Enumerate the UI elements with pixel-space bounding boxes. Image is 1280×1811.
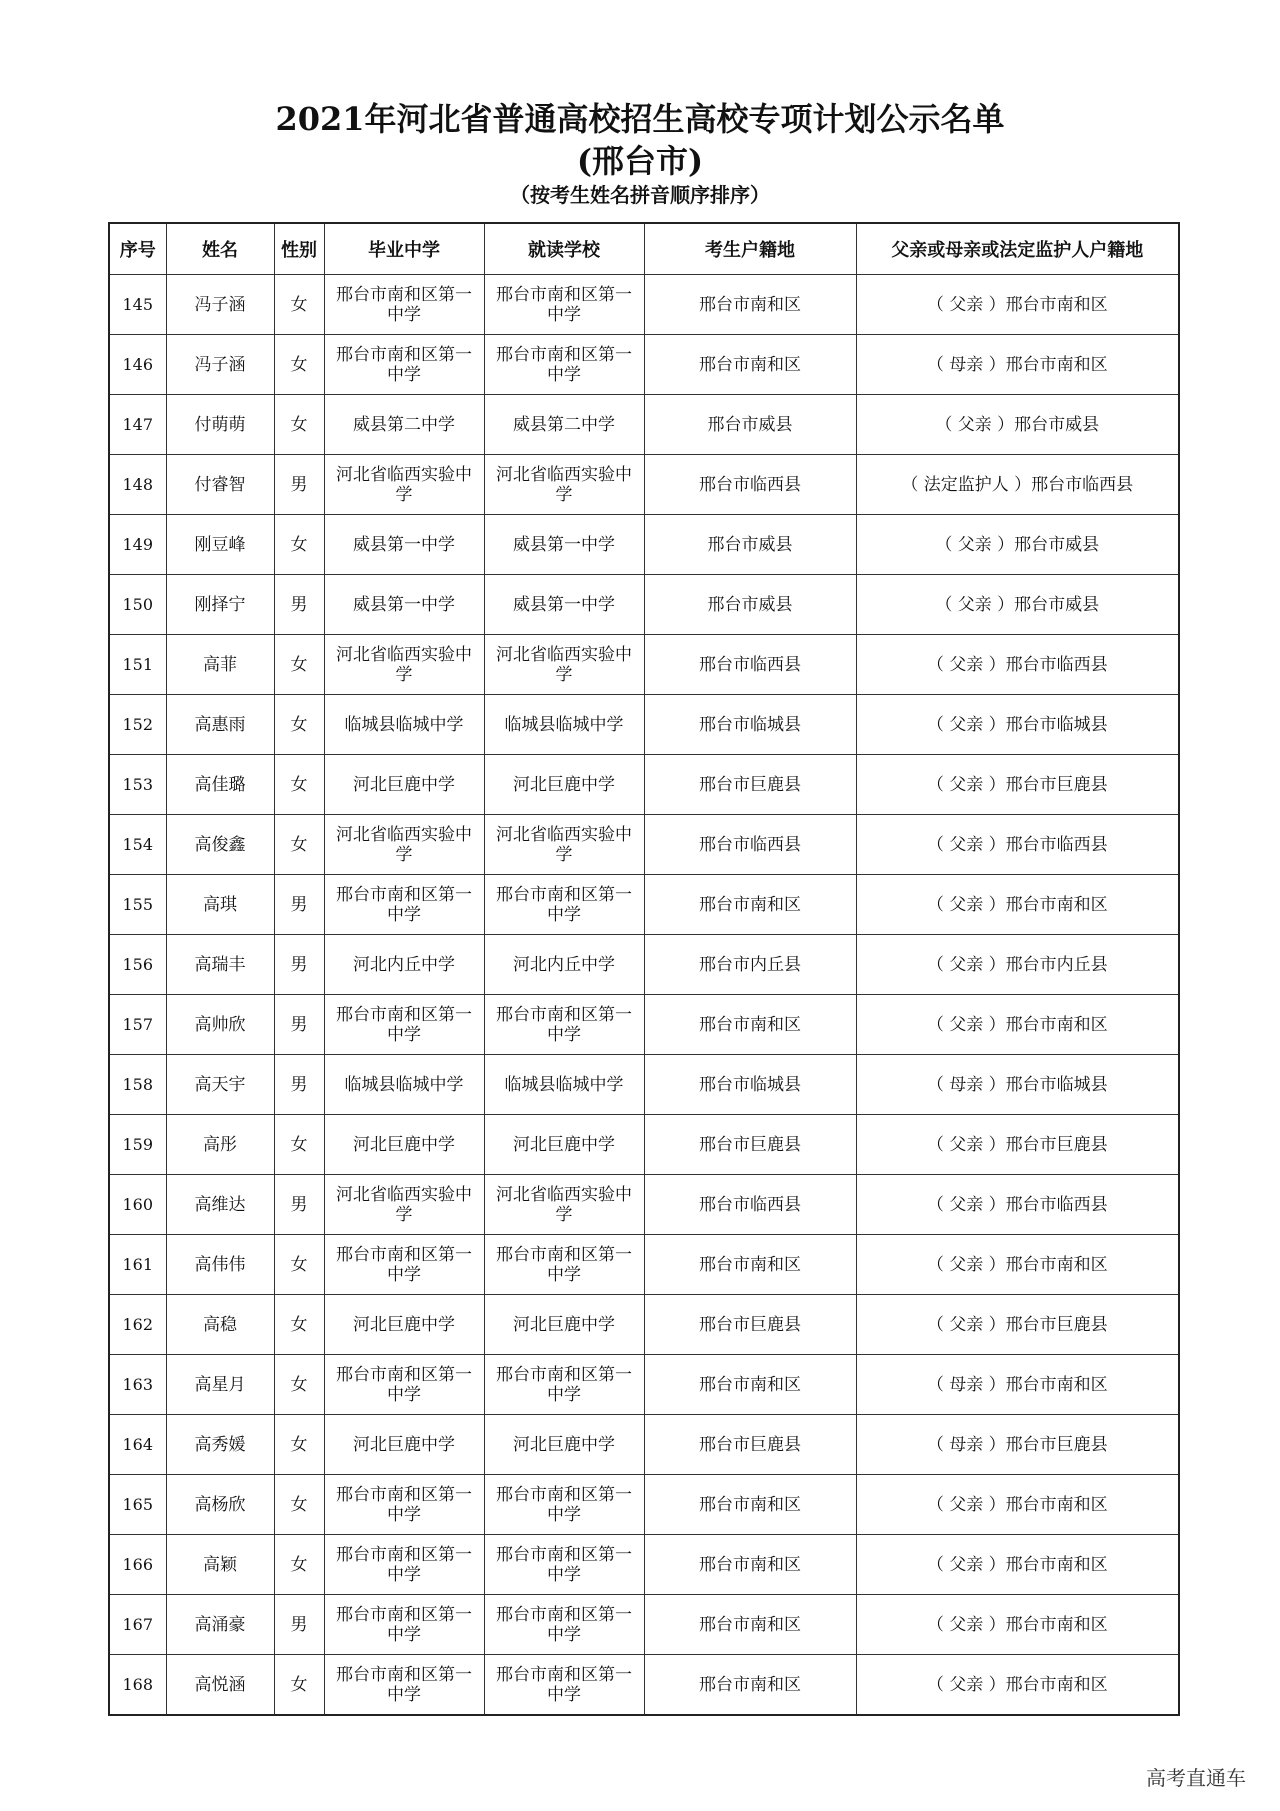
cell-hukou: 邢台市威县 <box>644 575 856 635</box>
cell-current-school: 威县第一中学 <box>484 575 644 635</box>
table-row <box>109 695 1179 755</box>
cell-current-school: 河北巨鹿中学 <box>484 1295 644 1355</box>
cell-gender: 男 <box>274 455 324 515</box>
cell-graduated-school: 河北省临西实验中学 <box>324 1175 484 1235</box>
document-title: 2021年河北省普通高校招生高校专项计划公示名单 <box>275 100 1005 138</box>
cell-seq: 147 <box>109 395 166 455</box>
cell-name: 高涌豪 <box>166 1595 274 1655</box>
cell-gender: 男 <box>274 935 324 995</box>
cell-current-school: 河北内丘中学 <box>484 935 644 995</box>
cell-guardian-hukou: （ 父亲 ）邢台市威县 <box>856 575 1179 635</box>
cell-graduated-school: 邢台市南和区第一中学 <box>324 1655 484 1716</box>
cell-graduated-school: 邢台市南和区第一中学 <box>324 875 484 935</box>
sort-note: （按考生姓名拼音顺序排序） <box>510 183 770 207</box>
cell-seq: 153 <box>109 755 166 815</box>
cell-current-school: 邢台市南和区第一中学 <box>484 1595 644 1655</box>
cell-current-school: 临城县临城中学 <box>484 1055 644 1115</box>
cell-graduated-school: 河北巨鹿中学 <box>324 1415 484 1475</box>
cell-hukou: 邢台市临西县 <box>644 455 856 515</box>
cell-name: 高惠雨 <box>166 695 274 755</box>
cell-hukou: 邢台市巨鹿县 <box>644 1295 856 1355</box>
cell-guardian-hukou: （ 父亲 ）邢台市临城县 <box>856 695 1179 755</box>
cell-current-school: 河北巨鹿中学 <box>484 755 644 815</box>
cell-guardian-hukou: （ 父亲 ）邢台市南和区 <box>856 1475 1179 1535</box>
cell-seq: 150 <box>109 575 166 635</box>
cell-seq: 157 <box>109 995 166 1055</box>
table-row <box>109 1355 1179 1415</box>
cell-gender: 女 <box>274 1355 324 1415</box>
cell-gender: 女 <box>274 635 324 695</box>
cell-seq: 162 <box>109 1295 166 1355</box>
header-current-school: 就读学校 <box>484 223 644 275</box>
cell-seq: 151 <box>109 635 166 695</box>
cell-hukou: 邢台市南和区 <box>644 1475 856 1535</box>
cell-current-school: 邢台市南和区第一中学 <box>484 1655 644 1716</box>
cell-gender: 男 <box>274 995 324 1055</box>
table-row <box>109 815 1179 875</box>
table-row <box>109 275 1179 335</box>
cell-seq: 163 <box>109 1355 166 1415</box>
cell-gender: 女 <box>274 1235 324 1295</box>
cell-name: 高琪 <box>166 875 274 935</box>
cell-name: 刚择宁 <box>166 575 274 635</box>
table-row <box>109 875 1179 935</box>
cell-gender: 男 <box>274 1595 324 1655</box>
cell-name: 高瑞丰 <box>166 935 274 995</box>
cell-seq: 156 <box>109 935 166 995</box>
cell-graduated-school: 河北巨鹿中学 <box>324 1295 484 1355</box>
header-name: 姓名 <box>166 223 274 275</box>
cell-hukou: 邢台市南和区 <box>644 335 856 395</box>
cell-current-school: 邢台市南和区第一中学 <box>484 875 644 935</box>
cell-gender: 女 <box>274 335 324 395</box>
cell-current-school: 河北省临西实验中学 <box>484 815 644 875</box>
header-graduated-school: 毕业中学 <box>324 223 484 275</box>
cell-guardian-hukou: （ 父亲 ）邢台市南和区 <box>856 875 1179 935</box>
cell-graduated-school: 临城县临城中学 <box>324 695 484 755</box>
cell-graduated-school: 河北巨鹿中学 <box>324 755 484 815</box>
cell-name: 高佳璐 <box>166 755 274 815</box>
cell-seq: 168 <box>109 1655 166 1716</box>
cell-hukou: 邢台市巨鹿县 <box>644 755 856 815</box>
cell-guardian-hukou: （ 父亲 ）邢台市南和区 <box>856 1535 1179 1595</box>
cell-name: 高伟伟 <box>166 1235 274 1295</box>
cell-guardian-hukou: （ 父亲 ）邢台市威县 <box>856 395 1179 455</box>
table-row <box>109 935 1179 995</box>
table-row <box>109 1655 1179 1716</box>
cell-current-school: 河北巨鹿中学 <box>484 1115 644 1175</box>
cell-current-school: 邢台市南和区第一中学 <box>484 1475 644 1535</box>
table-row <box>109 1235 1179 1295</box>
cell-guardian-hukou: （ 父亲 ）邢台市南和区 <box>856 995 1179 1055</box>
cell-seq: 159 <box>109 1115 166 1175</box>
cell-gender: 女 <box>274 1535 324 1595</box>
cell-seq: 164 <box>109 1415 166 1475</box>
cell-name: 高天宇 <box>166 1055 274 1115</box>
cell-name: 高稳 <box>166 1295 274 1355</box>
cell-graduated-school: 河北省临西实验中学 <box>324 815 484 875</box>
table-row <box>109 995 1179 1055</box>
cell-guardian-hukou: （ 父亲 ）邢台市南和区 <box>856 1655 1179 1716</box>
cell-current-school: 威县第二中学 <box>484 395 644 455</box>
cell-seq: 146 <box>109 335 166 395</box>
cell-current-school: 河北省临西实验中学 <box>484 455 644 515</box>
cell-hukou: 邢台市威县 <box>644 515 856 575</box>
table-row <box>109 515 1179 575</box>
cell-hukou: 邢台市内丘县 <box>644 935 856 995</box>
cell-current-school: 邢台市南和区第一中学 <box>484 275 644 335</box>
cell-name: 高杨欣 <box>166 1475 274 1535</box>
cell-hukou: 邢台市临城县 <box>644 1055 856 1115</box>
cell-hukou: 邢台市南和区 <box>644 275 856 335</box>
cell-name: 高维达 <box>166 1175 274 1235</box>
cell-current-school: 河北省临西实验中学 <box>484 1175 644 1235</box>
cell-seq: 145 <box>109 275 166 335</box>
table-row <box>109 635 1179 695</box>
cell-graduated-school: 邢台市南和区第一中学 <box>324 1535 484 1595</box>
cell-guardian-hukou: （ 母亲 ）邢台市南和区 <box>856 1355 1179 1415</box>
cell-graduated-school: 河北巨鹿中学 <box>324 1115 484 1175</box>
cell-seq: 155 <box>109 875 166 935</box>
cell-name: 高颖 <box>166 1535 274 1595</box>
table-row <box>109 1535 1179 1595</box>
cell-hukou: 邢台市南和区 <box>644 875 856 935</box>
cell-gender: 女 <box>274 1475 324 1535</box>
cell-name: 高帅欣 <box>166 995 274 1055</box>
cell-guardian-hukou: （ 母亲 ）邢台市巨鹿县 <box>856 1415 1179 1475</box>
cell-hukou: 邢台市临城县 <box>644 695 856 755</box>
cell-seq: 166 <box>109 1535 166 1595</box>
table-row <box>109 1175 1179 1235</box>
table-row <box>109 455 1179 515</box>
cell-name: 付睿智 <box>166 455 274 515</box>
cell-guardian-hukou: （ 父亲 ）邢台市临西县 <box>856 1175 1179 1235</box>
cell-graduated-school: 河北省临西实验中学 <box>324 455 484 515</box>
cell-gender: 女 <box>274 815 324 875</box>
cell-guardian-hukou: （ 父亲 ）邢台市南和区 <box>856 275 1179 335</box>
cell-graduated-school: 邢台市南和区第一中学 <box>324 1595 484 1655</box>
cell-seq: 165 <box>109 1475 166 1535</box>
header-seq: 序号 <box>109 223 166 275</box>
cell-graduated-school: 威县第二中学 <box>324 395 484 455</box>
cell-gender: 女 <box>274 755 324 815</box>
table-row <box>109 575 1179 635</box>
cell-hukou: 邢台市南和区 <box>644 1355 856 1415</box>
document-subtitle: (邢台市) <box>576 142 704 180</box>
cell-hukou: 邢台市巨鹿县 <box>644 1115 856 1175</box>
cell-gender: 女 <box>274 1655 324 1716</box>
cell-gender: 女 <box>274 1295 324 1355</box>
cell-seq: 161 <box>109 1235 166 1295</box>
cell-guardian-hukou: （ 母亲 ）邢台市南和区 <box>856 335 1179 395</box>
cell-current-school: 邢台市南和区第一中学 <box>484 1535 644 1595</box>
roster-table <box>108 222 1180 1716</box>
cell-hukou: 邢台市南和区 <box>644 995 856 1055</box>
cell-seq: 149 <box>109 515 166 575</box>
table-row <box>109 1295 1179 1355</box>
cell-guardian-hukou: （ 父亲 ）邢台市威县 <box>856 515 1179 575</box>
cell-gender: 男 <box>274 875 324 935</box>
cell-current-school: 河北巨鹿中学 <box>484 1415 644 1475</box>
cell-current-school: 河北省临西实验中学 <box>484 635 644 695</box>
cell-graduated-school: 临城县临城中学 <box>324 1055 484 1115</box>
cell-name: 付萌萌 <box>166 395 274 455</box>
cell-current-school: 威县第一中学 <box>484 515 644 575</box>
cell-graduated-school: 河北内丘中学 <box>324 935 484 995</box>
cell-seq: 158 <box>109 1055 166 1115</box>
cell-hukou: 邢台市南和区 <box>644 1535 856 1595</box>
cell-hukou: 邢台市临西县 <box>644 1175 856 1235</box>
cell-guardian-hukou: （ 父亲 ）邢台市南和区 <box>856 1595 1179 1655</box>
header-row <box>109 223 1179 275</box>
cell-guardian-hukou: （ 父亲 ）邢台市巨鹿县 <box>856 1115 1179 1175</box>
cell-graduated-school: 邢台市南和区第一中学 <box>324 335 484 395</box>
cell-guardian-hukou: （ 父亲 ）邢台市临西县 <box>856 815 1179 875</box>
cell-gender: 女 <box>274 275 324 335</box>
table-row <box>109 335 1179 395</box>
cell-name: 高彤 <box>166 1115 274 1175</box>
cell-hukou: 邢台市临西县 <box>644 635 856 695</box>
watermark: 高考直通车 <box>1146 1766 1246 1790</box>
table-row <box>109 1475 1179 1535</box>
cell-hukou: 邢台市南和区 <box>644 1655 856 1716</box>
cell-current-school: 邢台市南和区第一中学 <box>484 1355 644 1415</box>
cell-graduated-school: 邢台市南和区第一中学 <box>324 1355 484 1415</box>
header-hukou: 考生户籍地 <box>644 223 856 275</box>
cell-guardian-hukou: （ 母亲 ）邢台市临城县 <box>856 1055 1179 1115</box>
cell-current-school: 邢台市南和区第一中学 <box>484 1235 644 1295</box>
cell-hukou: 邢台市南和区 <box>644 1235 856 1295</box>
cell-guardian-hukou: （ 父亲 ）邢台市巨鹿县 <box>856 755 1179 815</box>
table-row <box>109 1055 1179 1115</box>
cell-hukou: 邢台市巨鹿县 <box>644 1415 856 1475</box>
cell-graduated-school: 威县第一中学 <box>324 575 484 635</box>
cell-guardian-hukou: （ 父亲 ）邢台市内丘县 <box>856 935 1179 995</box>
cell-name: 高秀媛 <box>166 1415 274 1475</box>
cell-name: 高俊鑫 <box>166 815 274 875</box>
cell-graduated-school: 邢台市南和区第一中学 <box>324 1475 484 1535</box>
cell-current-school: 临城县临城中学 <box>484 695 644 755</box>
cell-name: 高悦涵 <box>166 1655 274 1716</box>
cell-guardian-hukou: （ 法定监护人 ）邢台市临西县 <box>856 455 1179 515</box>
cell-name: 刚豆峰 <box>166 515 274 575</box>
header-guardian-hukou: 父亲或母亲或法定监护人户籍地 <box>856 223 1179 275</box>
cell-gender: 女 <box>274 395 324 455</box>
cell-graduated-school: 邢台市南和区第一中学 <box>324 275 484 335</box>
cell-seq: 167 <box>109 1595 166 1655</box>
cell-seq: 154 <box>109 815 166 875</box>
cell-graduated-school: 河北省临西实验中学 <box>324 635 484 695</box>
cell-gender: 女 <box>274 1115 324 1175</box>
cell-seq: 160 <box>109 1175 166 1235</box>
cell-seq: 152 <box>109 695 166 755</box>
cell-hukou: 邢台市临西县 <box>644 815 856 875</box>
table-row <box>109 1595 1179 1655</box>
cell-guardian-hukou: （ 父亲 ）邢台市临西县 <box>856 635 1179 695</box>
table-row <box>109 395 1179 455</box>
cell-guardian-hukou: （ 父亲 ）邢台市南和区 <box>856 1235 1179 1295</box>
cell-gender: 女 <box>274 695 324 755</box>
cell-name: 高星月 <box>166 1355 274 1415</box>
cell-gender: 女 <box>274 1415 324 1475</box>
cell-guardian-hukou: （ 父亲 ）邢台市巨鹿县 <box>856 1295 1179 1355</box>
cell-graduated-school: 威县第一中学 <box>324 515 484 575</box>
cell-graduated-school: 邢台市南和区第一中学 <box>324 995 484 1055</box>
cell-gender: 男 <box>274 575 324 635</box>
cell-name: 冯子涵 <box>166 335 274 395</box>
cell-gender: 男 <box>274 1055 324 1115</box>
cell-name: 高菲 <box>166 635 274 695</box>
header-gender: 性别 <box>274 223 324 275</box>
cell-hukou: 邢台市南和区 <box>644 1595 856 1655</box>
table-row <box>109 1115 1179 1175</box>
cell-hukou: 邢台市威县 <box>644 395 856 455</box>
cell-gender: 男 <box>274 1175 324 1235</box>
cell-gender: 女 <box>274 515 324 575</box>
cell-seq: 148 <box>109 455 166 515</box>
table-row <box>109 755 1179 815</box>
cell-graduated-school: 邢台市南和区第一中学 <box>324 1235 484 1295</box>
cell-current-school: 邢台市南和区第一中学 <box>484 995 644 1055</box>
cell-name: 冯子涵 <box>166 275 274 335</box>
cell-current-school: 邢台市南和区第一中学 <box>484 335 644 395</box>
table-row <box>109 1415 1179 1475</box>
